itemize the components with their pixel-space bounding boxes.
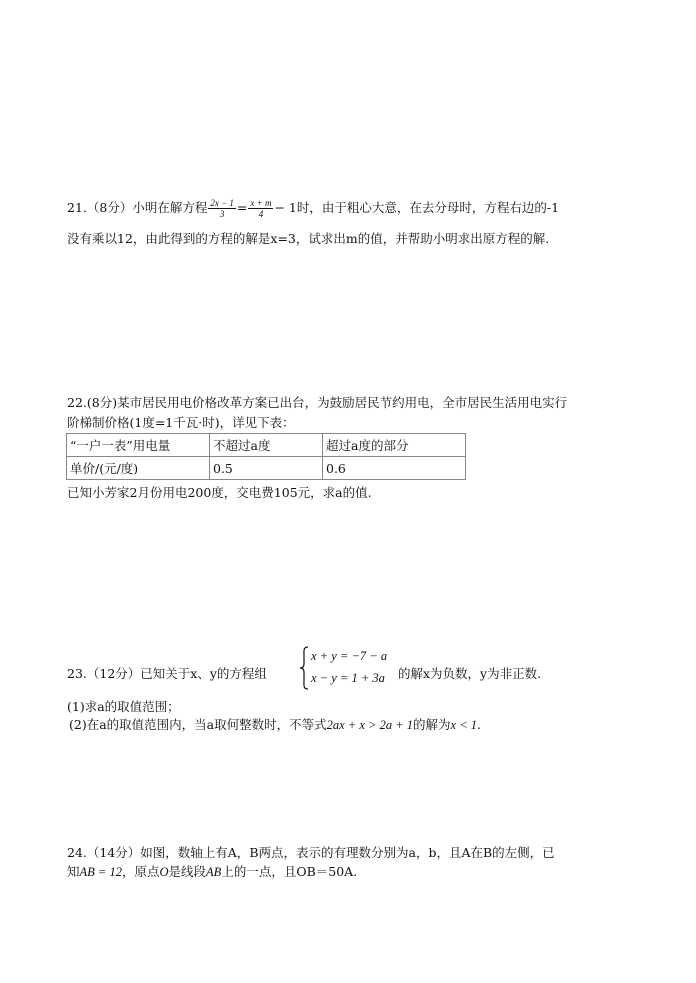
q21-line1 [67,198,559,219]
q21-prefix: 21.（8分）小明在解方程 [67,200,208,215]
q23-solution: x < 1 [450,718,478,732]
q23-equation-1: x + y = −7 − a [311,649,388,663]
table-cell: 不超过a度 [210,434,323,457]
left-brace-icon [299,645,311,691]
table-cell: “一户一表”用电量 [67,434,210,457]
q22-line2: 阶梯制价格(1度=1千瓦·时)，详见下表： [67,415,295,430]
q23-part2: (2)在a的取值范围内，当a取何整数时，不等式2ax + x > 2a + 1的解为x < 1. [69,717,482,732]
table-cell: 单价/(元/度) [67,457,210,480]
q23-suffix: 的解x为负数，y为非正数. [398,666,542,681]
q21-after-fraction: − 1时，由于粗心大意，在去分母时，方程右边的-1 [274,200,560,215]
q21-fraction-right: $\frac{x + m}{4}$ [250,198,272,219]
q22-line1: 22.(8分)某市居民用电价格改革方案已出台，为鼓励居民节约用电，全市居民生活用电实行 [67,395,568,410]
q24-line1: 24.（14分）如图，数轴上有A，B两点，表示的有理数分别为a，b，且A在B的左侧，已 [67,845,555,860]
q21-fraction-left: $\frac{2x - 1}{3}$ [210,198,234,219]
q23-prefix: 23.（12分）已知关于x、y的方程组 [67,666,267,681]
q23-inequality: 2ax + x > 2a + 1 [326,718,414,732]
table-cell: 0.5 [210,457,323,480]
q24-line2: 知AB = 12，原点O是线段AB上的一点，且OB＝50A. [67,864,358,879]
table-row [67,434,466,457]
q22-line3: 已知小芳家2月份用电200度，交电费105元，求a的值. [67,485,372,500]
q23-part1: (1)求a的取值范围； [67,699,180,714]
table-cell: 0.6 [323,457,466,480]
q23-equation-2: x − y = 1 + 3a [311,671,385,685]
table-cell: 超过a度的部分 [323,434,466,457]
q21-line2: 没有乘以12，由此得到的方程的解是x=3，试求出m的值，并帮助小明求出原方程的解. [67,231,550,246]
q21-equals: = [236,200,248,215]
table-row [67,457,466,480]
price-table [66,433,466,480]
